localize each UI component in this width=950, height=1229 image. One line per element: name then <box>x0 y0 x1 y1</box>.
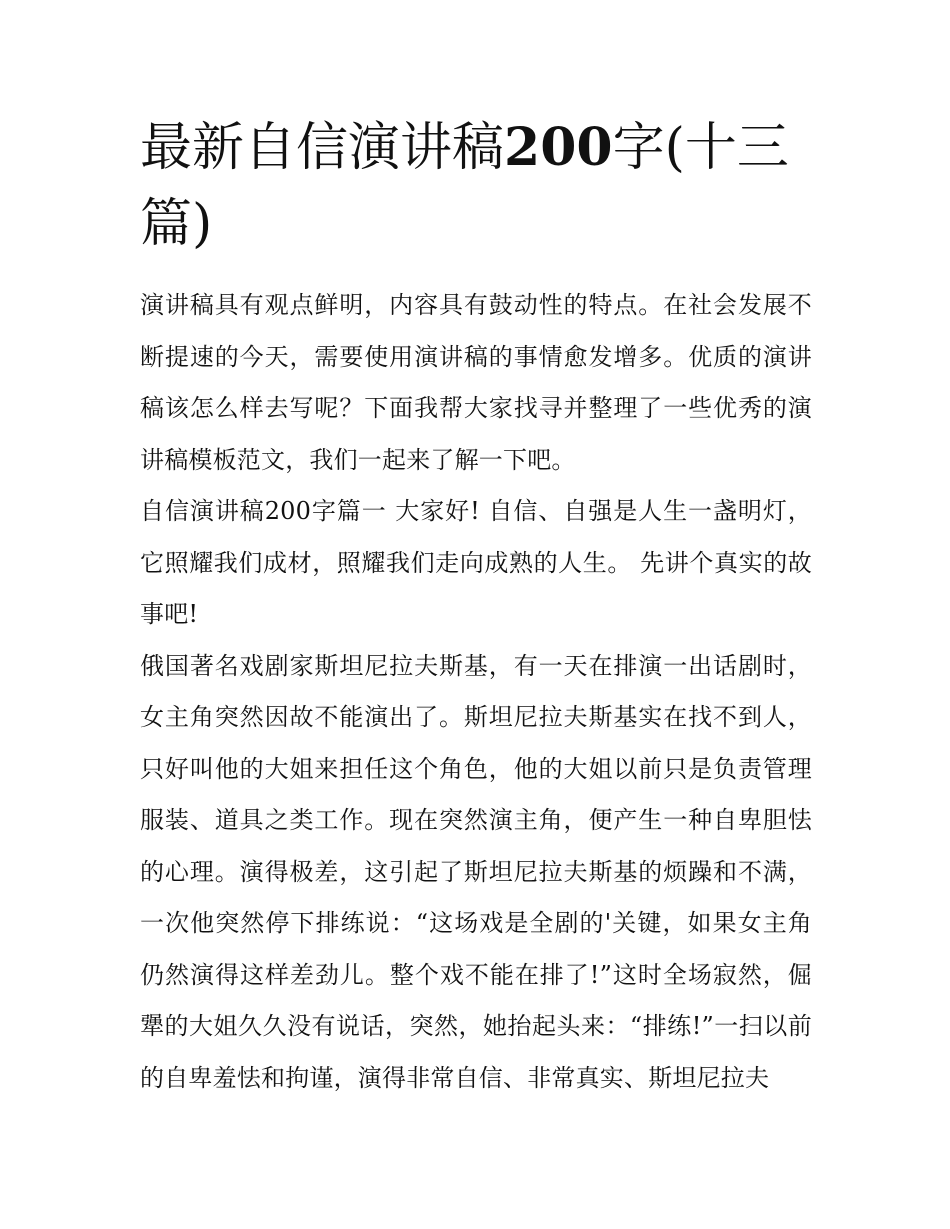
document-page <box>140 110 812 1104</box>
title-prefix: 最新自信演讲稿 <box>140 118 505 178</box>
paragraph-story: 俄国著名戏剧家斯坦尼拉夫斯基，有一天在排演一出话剧时，女主角突然因故不能演出了。斯坦尼拉夫斯基实在找不到人，只好叫他的大姐来担任这个角色，他的大姐以前只是负责管理服装、道具之类工作。现在突然演主角，便产生一种自卑胆怯的心理。演得极差，这引起了斯坦尼拉夫斯基的烦躁和不满，一次他突然停下排练说：“这场戏是全剧的'关键，如果女主角仍然演得这样差劲儿。整个戏不能在排了!”这时全场寂然，倔犟的大姐久久没有说话，突然，她抬起头来：“排练!”一扫以前的自卑羞怯和拘谨，演得非常自信、非常真实、斯坦尼拉夫 <box>140 651 812 1092</box>
title-number: 200 <box>504 117 613 178</box>
document-title <box>140 110 812 262</box>
paragraph-speech-one-opening: 自信演讲稿200字篇一 大家好! 自信、自强是人生一盏明灯，它照耀我们成材，照耀我们走向成熟的人生。 先讲个真实的故事吧! <box>140 497 812 628</box>
document-body <box>140 280 812 1104</box>
title-suffix: 字(十三篇) <box>140 118 789 254</box>
paragraph-intro: 演讲稿具有观点鲜明，内容具有鼓动性的特点。在社会发展不断提速的今天，需要使用演讲稿的事情愈发增多。优质的演讲稿该怎么样去写呢？下面我帮大家找寻并整理了一些优秀的演讲稿模板范文，我们一起来了解一下吧。 <box>140 291 812 474</box>
